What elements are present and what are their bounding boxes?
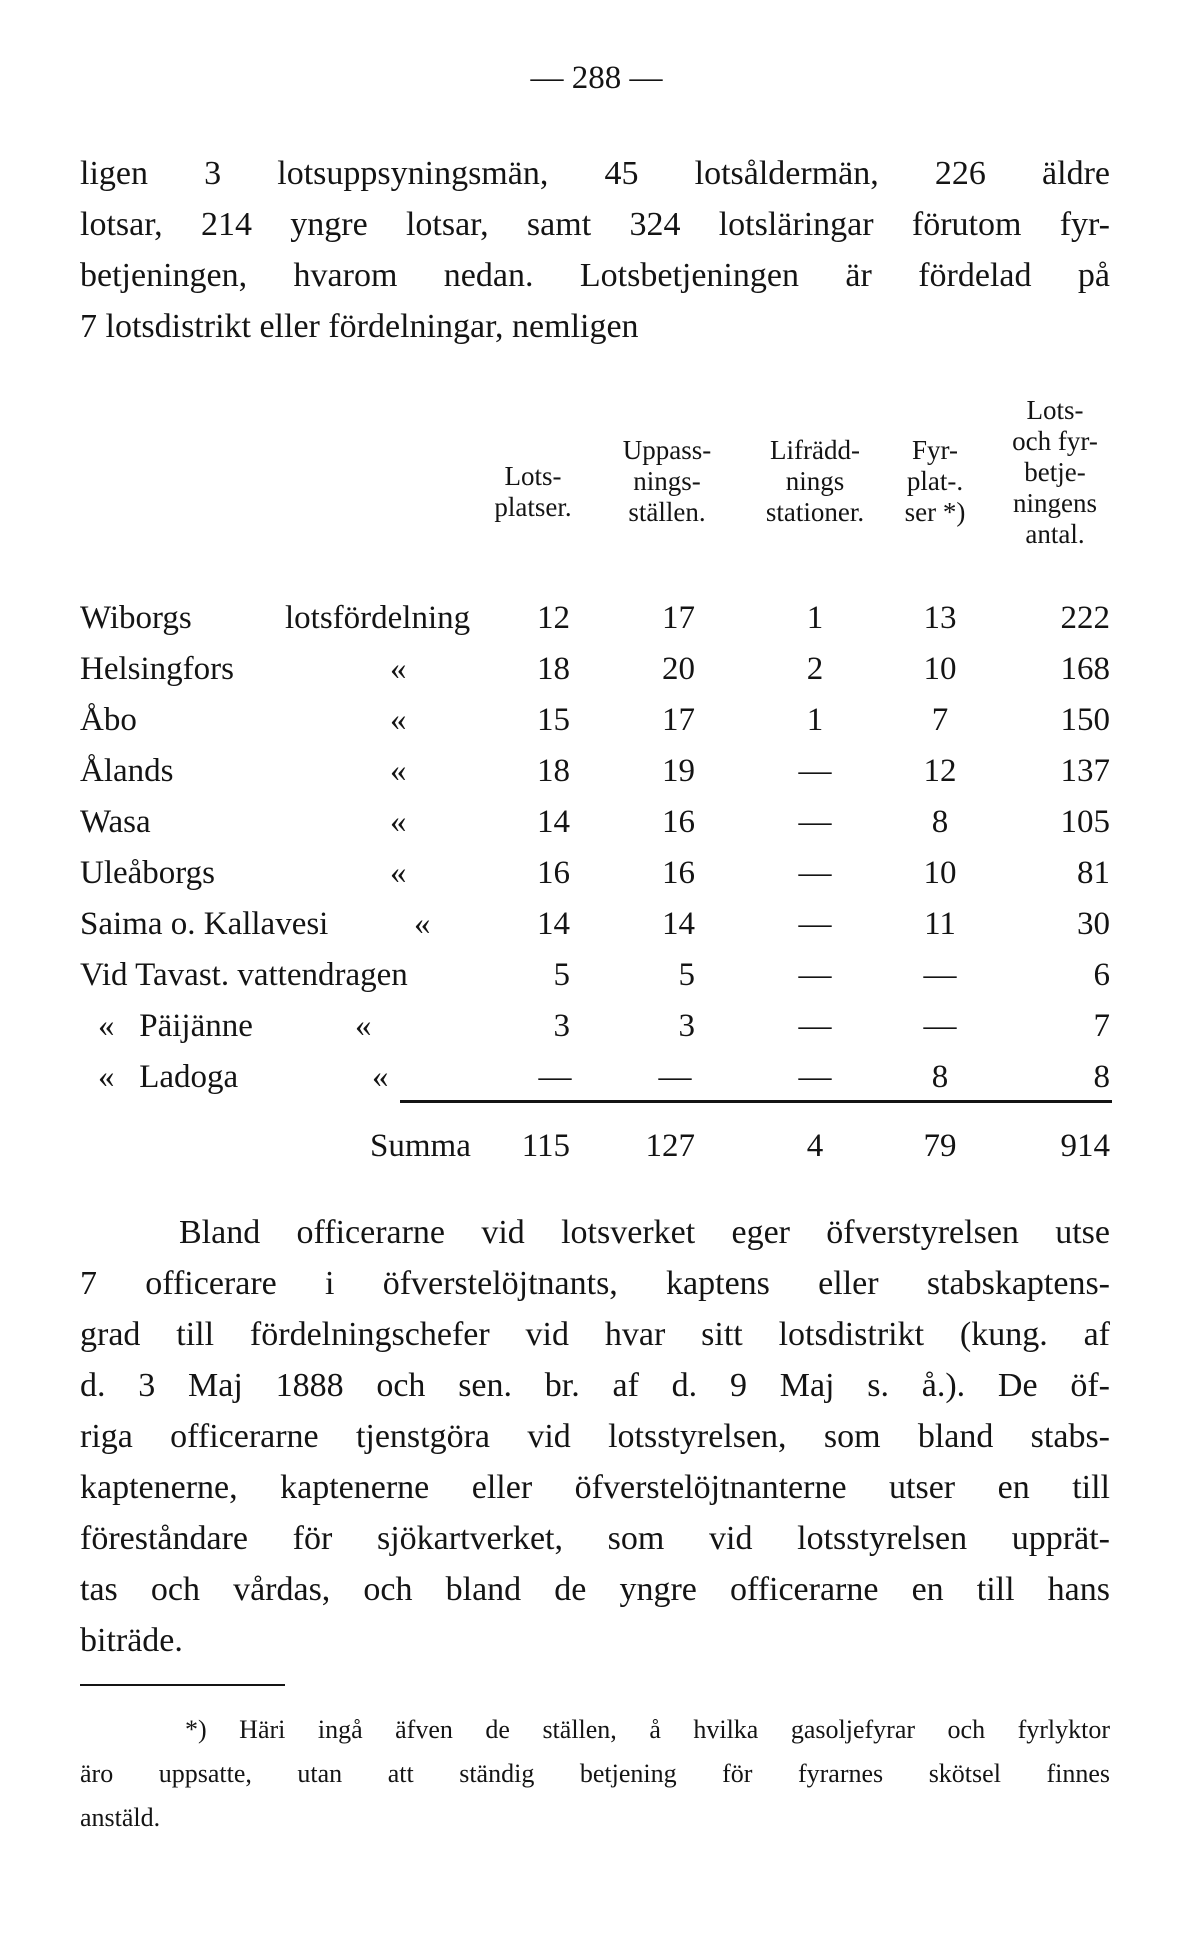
- row-suffix: «: [390, 651, 407, 687]
- header-text: och fyr-: [1012, 426, 1098, 456]
- text-line: biträde.: [80, 1622, 183, 1659]
- cell-lotsplatser: 16: [537, 855, 570, 891]
- header-text: ställen.: [628, 497, 706, 527]
- row-name: Saima o. Kallavesi: [80, 906, 329, 942]
- text-line: d. 3 Maj 1888 och sen. br. af d. 9 Maj s. å.). De öf-: [80, 1367, 1110, 1404]
- cell-lotsplatser: 5: [553, 957, 570, 993]
- cell-antal: 222: [1060, 600, 1110, 636]
- row-name: Uleåborgs: [80, 855, 216, 891]
- table-row: [0, 651, 1193, 701]
- text-line: grad till fördelningschefer vid hvar sitt lotsdistrikt (kung. af: [80, 1316, 1110, 1353]
- text-line: betjeningen, hvarom nedan. Lotsbetjeningen är fördelad på: [80, 257, 1110, 294]
- summa-lifradd: 4: [806, 1128, 824, 1164]
- summa-label: Summa: [370, 1128, 471, 1164]
- cell-lifradd: 1: [806, 702, 824, 738]
- cell-fyr: 7: [931, 702, 949, 738]
- footnote: [80, 1708, 1110, 1840]
- header-text: platser.: [494, 492, 572, 522]
- row-suffix: «: [372, 1059, 389, 1095]
- cell-lifradd: —: [798, 753, 832, 789]
- text-line: 7 lotsdistrikt eller fördelningar, nemligen: [80, 308, 639, 345]
- row-suffix: lotsfördelning: [285, 600, 471, 636]
- cell-uppass: 14: [662, 906, 695, 942]
- sum-rule: [400, 1100, 1112, 1103]
- cell-fyr: —: [923, 957, 957, 993]
- text-line: tas och vårdas, och bland de yngre officerarne en till hans: [80, 1571, 1110, 1608]
- cell-lifradd: 2: [806, 651, 824, 687]
- cell-uppass: 16: [662, 855, 695, 891]
- cell-uppass: 17: [662, 702, 695, 738]
- cell-fyr: —: [923, 1008, 957, 1044]
- text-line: ligen 3 lotsuppsyningsmän, 45 lotsåldermän, 226 äldre: [80, 155, 1110, 192]
- cell-lotsplatser: 15: [537, 702, 570, 738]
- row-name: Vid Tavast. vattendragen: [80, 957, 408, 993]
- header-text: antal.: [1025, 519, 1085, 549]
- cell-fyr: 11: [924, 906, 956, 942]
- text-line: kaptenerne, kaptenerne eller öfverstelöjtnanterne utser en till: [80, 1469, 1110, 1506]
- cell-lifradd: 1: [806, 600, 824, 636]
- table-header: [0, 395, 1193, 595]
- cell-lotsplatser: 12: [537, 600, 570, 636]
- row-suffix: «: [355, 1008, 372, 1044]
- cell-lifradd: —: [798, 804, 832, 840]
- cell-lotsplatser: 3: [553, 1008, 570, 1044]
- cell-antal: 6: [1093, 957, 1110, 993]
- table-row: [0, 1008, 1193, 1058]
- row-suffix: «: [390, 855, 407, 891]
- cell-lotsplatser: 14: [537, 804, 570, 840]
- page-number: — 288 —: [530, 60, 663, 96]
- text-line: Bland officerarne vid lotsverket eger öfverstyrelsen utse: [179, 1214, 1110, 1251]
- text-line: föreståndare för sjökartverket, som vid lotsstyrelsen upprät-: [80, 1520, 1110, 1557]
- table-row: [0, 906, 1193, 956]
- cell-uppass: 16: [662, 804, 695, 840]
- row-suffix: «: [414, 906, 431, 942]
- summa-fyr: 79: [923, 1128, 957, 1164]
- table-row: [0, 804, 1193, 854]
- summa-uppass: 127: [645, 1128, 695, 1164]
- intro-paragraph: [80, 148, 1110, 352]
- footnote-line: äro uppsatte, utan att ständig betjening för fyrarnes skötsel finnes: [80, 1759, 1110, 1788]
- cell-uppass: —: [658, 1059, 692, 1095]
- row-suffix: «: [390, 804, 407, 840]
- cell-antal: 105: [1060, 804, 1110, 840]
- row-name: Åbo: [80, 702, 137, 738]
- cell-fyr: 8: [931, 804, 949, 840]
- cell-fyr: 8: [931, 1059, 949, 1095]
- header-lotsplatser: [478, 461, 588, 523]
- cell-uppass: 17: [662, 600, 695, 636]
- cell-fyr: 10: [923, 855, 957, 891]
- cell-antal: 168: [1060, 651, 1110, 687]
- header-text: nings-: [633, 466, 701, 496]
- summa-row: [0, 1128, 1193, 1178]
- row-suffix: «: [390, 702, 407, 738]
- cell-uppass: 3: [678, 1008, 695, 1044]
- footnote-line: *) Häri ingå äfven de ställen, å hvilka gasoljefyrar och fyrlyktor: [185, 1715, 1110, 1744]
- header-text: plat-.: [906, 466, 964, 496]
- header-text: ser *): [904, 497, 966, 527]
- table-row: [0, 600, 1193, 650]
- cell-fyr: 13: [923, 600, 957, 636]
- row-name: Ålands: [80, 753, 174, 789]
- cell-uppass: 19: [662, 753, 695, 789]
- cell-lotsplatser: 18: [537, 651, 570, 687]
- body-paragraph: [80, 1207, 1110, 1666]
- header-text: Uppass-: [622, 435, 712, 465]
- table-row: [0, 753, 1193, 803]
- cell-antal: 81: [1077, 855, 1110, 891]
- header-text: Lots-: [1026, 395, 1084, 425]
- text-line: 7 officerare i öfverstelöjtnants, kaptens eller stabskaptens-: [80, 1265, 1110, 1302]
- footnote-line: anstäld.: [80, 1803, 161, 1832]
- header-antal: [995, 395, 1115, 550]
- cell-lifradd: —: [798, 1008, 832, 1044]
- header-text: ningens: [1013, 488, 1097, 518]
- cell-uppass: 20: [662, 651, 695, 687]
- header-text: nings: [785, 466, 845, 496]
- header-text: Lifrädd-: [770, 435, 860, 465]
- row-name: Helsingfors: [80, 651, 234, 687]
- text-line: riga officerarne tjenstgöra vid lotsstyrelsen, som bland stabs-: [80, 1418, 1110, 1455]
- cell-lotsplatser: —: [538, 1059, 572, 1095]
- footnote-rule: [80, 1684, 285, 1686]
- summa-antal: 914: [1060, 1128, 1110, 1164]
- row-name: Wasa: [80, 804, 151, 840]
- row-name: Wiborgs: [80, 600, 192, 636]
- header-text: Lots-: [504, 461, 562, 491]
- table-row: [0, 702, 1193, 752]
- cell-lifradd: —: [798, 957, 832, 993]
- table-row: [0, 855, 1193, 905]
- table-row: [0, 957, 1193, 1007]
- header-text: stationer.: [765, 497, 865, 527]
- cell-fyr: 10: [923, 651, 957, 687]
- row-name: « Päijänne: [98, 1008, 253, 1044]
- header-fyrplatser: [890, 435, 980, 528]
- cell-antal: 30: [1077, 906, 1110, 942]
- row-suffix: «: [390, 753, 407, 789]
- cell-antal: 8: [1093, 1059, 1110, 1095]
- cell-uppass: 5: [678, 957, 695, 993]
- cell-lotsplatser: 14: [537, 906, 570, 942]
- header-text: betje-: [1024, 457, 1086, 487]
- cell-lifradd: —: [798, 906, 832, 942]
- cell-antal: 150: [1060, 702, 1110, 738]
- header-lifraddningsstationer: [750, 435, 880, 528]
- cell-fyr: 12: [923, 753, 957, 789]
- header-uppassningsstallen: [607, 435, 727, 528]
- cell-lifradd: —: [798, 855, 832, 891]
- row-name: « Ladoga: [98, 1059, 239, 1095]
- header-text: Fyr-: [912, 435, 958, 465]
- summa-lotsplatser: 115: [521, 1128, 570, 1164]
- cell-antal: 137: [1060, 753, 1110, 789]
- cell-lotsplatser: 18: [537, 753, 570, 789]
- cell-antal: 7: [1093, 1008, 1110, 1044]
- text-line: lotsar, 214 yngre lotsar, samt 324 lotsläringar förutom fyr-: [80, 206, 1110, 243]
- cell-lifradd: —: [798, 1059, 832, 1095]
